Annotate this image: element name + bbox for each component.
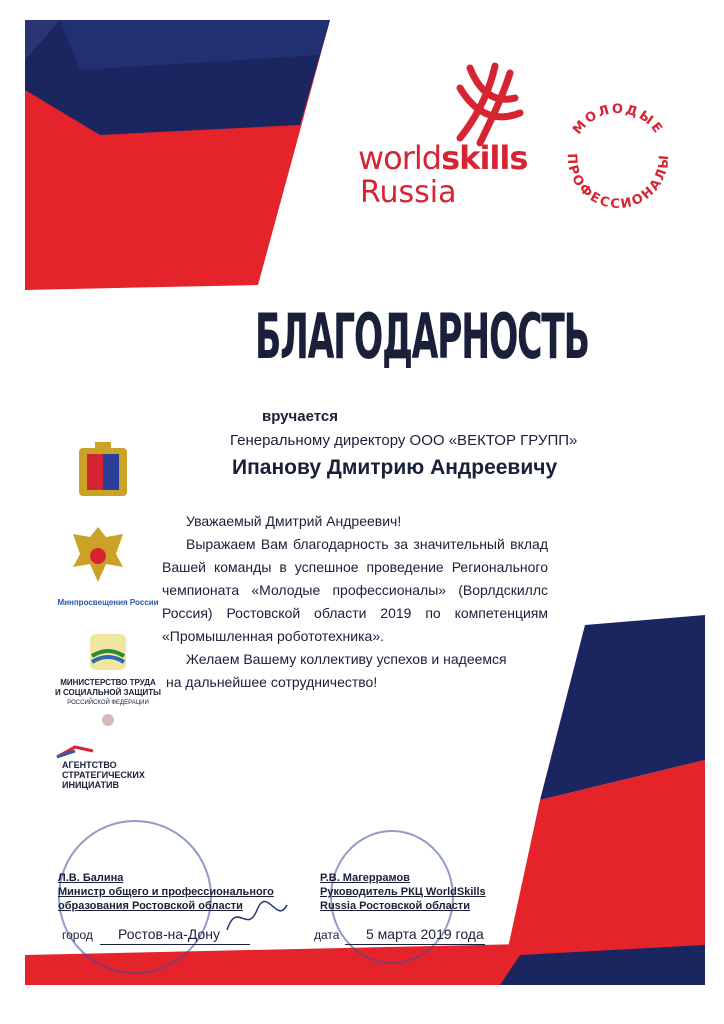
city-label: город (62, 928, 93, 942)
awarded-label: вручается (262, 408, 338, 425)
right-signatory-name: Р.В. Магеррамов (320, 872, 410, 884)
date-label: дата (314, 928, 340, 942)
left-signatory-title-2: образования Ростовской области (58, 900, 243, 912)
small-eagle-icon (100, 712, 116, 728)
mintrud-label (52, 678, 164, 708)
right-signatory-title-2: Russia Ростовской области (320, 900, 470, 912)
letter-body (162, 510, 548, 694)
russian-eagle-icon (68, 522, 128, 592)
asi-label-line2: СТРАТЕГИЧЕСКИХ (62, 770, 145, 780)
logo-world-text: world (358, 139, 442, 177)
mintrud-label-line2: И СОЦИАЛЬНОЙ ЗАЩИТЫ (55, 688, 161, 697)
date-underline (345, 944, 485, 945)
svg-text:ПРОФЕССИОНАЛЫ (564, 153, 673, 212)
asi-label (62, 760, 152, 790)
logo-russia-text: Russia (360, 175, 457, 210)
asi-logo-icon (55, 745, 95, 759)
mintrud-label-line3: РОССИЙСКОЙ ФЕДЕРАЦИИ (67, 700, 149, 706)
mintrud-label-line1: МИНИСТЕРСТВО ТРУДА (60, 678, 156, 687)
left-signature (222, 890, 292, 940)
city-value: Ростов-на-Дону (118, 926, 220, 942)
greeting: Уважаемый Дмитрий Андреевич! (186, 513, 402, 529)
svg-text:МОЛОДЫЕ (570, 102, 666, 138)
minpros-label: Минпросвещения России (57, 598, 159, 607)
recipient-name: Ипанову Дмитрию Андреевичу (232, 456, 558, 479)
worldskills-logo (358, 140, 527, 176)
city-underline (100, 944, 250, 945)
worldskills-mark-icon (440, 58, 530, 148)
badge-bottom-text: ПРОФЕССИОНАЛЫ (563, 152, 673, 213)
asi-label-line1: АГЕНТСТВО (62, 760, 117, 770)
recipient-position: Генеральному директору ООО «ВЕКТОР ГРУПП» (230, 432, 578, 449)
asi-label-line3: ИНИЦИАТИВ (62, 780, 119, 790)
wish-line-2: на дальнейшее сотрудничество! (166, 674, 378, 690)
date-value: 5 марта 2019 года (366, 926, 484, 942)
left-signatory-title-1: Министр общего и профессионального (58, 886, 274, 898)
mintrud-logo-icon (88, 632, 128, 672)
logo-skills-text: skills (441, 139, 528, 177)
wish-line-1: Желаем Вашему коллективу успехов и надеемся (186, 651, 507, 667)
young-professionals-badge (548, 88, 688, 228)
right-signatory-title-1: Руководитель РКЦ WorldSkills (320, 886, 486, 898)
badge-top-text: МОЛОДЫЕ (570, 101, 666, 138)
main-paragraph: Выражаем Вам благодарность за значительный вклад Вашей команды в успешное проведение Регионального чемпионата «Молодые профессионалы» (Ворлдскиллс Россия) Ростовской области 2019 по компетенциям «Промышленная робототехника». (162, 536, 548, 644)
left-signatory-name: Л.В. Балина (58, 872, 124, 884)
rostov-coat-of-arms-icon (75, 440, 131, 500)
certificate-title: БЛАГОДАРНОСТЬ (255, 300, 589, 373)
